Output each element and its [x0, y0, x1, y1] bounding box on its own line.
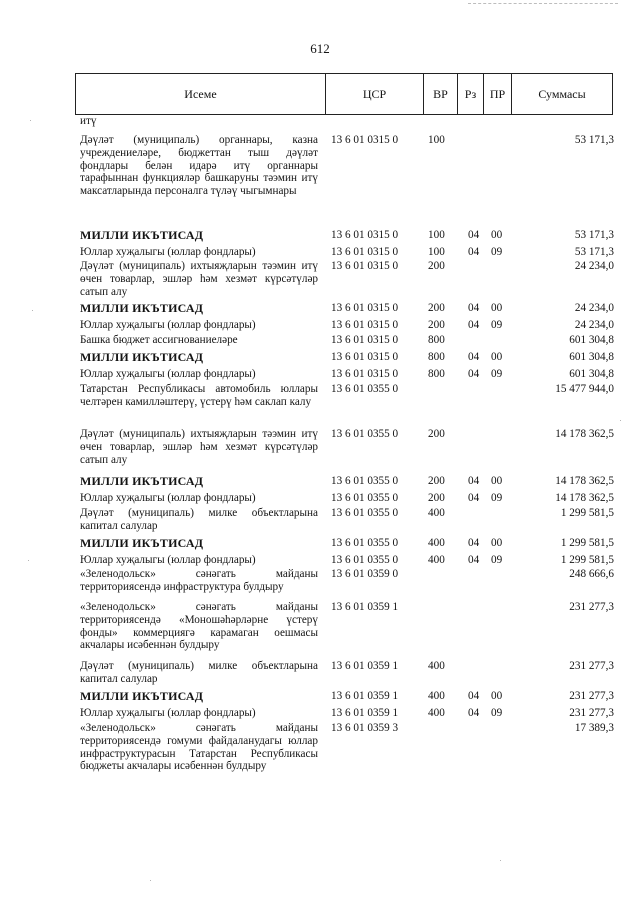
row-sum: 231 277,3	[569, 660, 614, 672]
row-sum: 601 304,8	[569, 368, 614, 380]
table-row	[80, 601, 614, 660]
row-csr: 13 6 01 0315 0	[331, 246, 399, 258]
row-rz: 04	[468, 554, 480, 566]
row-csr: 13 6 01 0355 0	[331, 428, 399, 440]
row-name: Юллар хуҗалыгы (юллар фондлары)	[80, 707, 256, 719]
row-vr: 400	[428, 690, 445, 702]
header-name: Исеме	[76, 74, 326, 114]
header-rz: Рз	[458, 74, 484, 114]
row-csr: 13 6 01 0315 0	[331, 334, 399, 346]
row-vr: 400	[428, 707, 445, 719]
row-sum: 53 171,3	[574, 229, 614, 241]
row-name: Дәүләт (муниципаль) органнары, казна учреждениеләре, бюджеттан тыш дәүләт фондлары белән идарә итү органнары тарафыннан функцияләр башкаруны тәэмин итү максатларында персоналга түләү чыгымнары	[80, 134, 318, 198]
row-name: Дәүләт (муниципаль) милке объектларына капитал салулар	[80, 507, 318, 532]
row-vr: 400	[428, 507, 445, 519]
row-vr: 400	[428, 554, 445, 566]
row-vr: 800	[428, 351, 445, 363]
row-rz: 04	[468, 707, 480, 719]
row-vr: 100	[428, 246, 445, 258]
row-rz: 04	[468, 302, 480, 314]
row-csr: 13 6 01 0355 0	[331, 507, 399, 519]
row-name: Юллар хуҗалыгы (юллар фондлары)	[80, 319, 256, 331]
row-csr: 13 6 01 0315 0	[331, 368, 399, 380]
row-sum: 14 178 362,5	[555, 475, 614, 487]
row-name: Юллар хуҗалыгы (юллар фондлары)	[80, 368, 256, 380]
row-name: МИЛЛИ ИКЪТИСАД	[80, 689, 204, 703]
row-name: Татарстан Республикасы автомобиль юллары челтәрен камилләштерү, үстерү һәм саклап калу	[80, 383, 318, 408]
row-sum: 53 171,3	[574, 246, 614, 258]
scan-top-dash	[468, 3, 618, 4]
row-vr: 100	[428, 134, 445, 146]
row-sum: 14 178 362,5	[555, 492, 614, 504]
header-csr: ЦСР	[326, 74, 424, 114]
row-csr: 13 6 01 0355 0	[331, 383, 399, 395]
row-pr: 00	[491, 302, 503, 314]
row-csr: 13 6 01 0359 1	[331, 707, 399, 719]
row-csr: 13 6 01 0359 0	[331, 568, 399, 580]
row-vr: 200	[428, 428, 445, 440]
row-csr: 13 6 01 0315 0	[331, 319, 399, 331]
row-name: «Зеленодольск» сәнәгать майданы территориясендә инфраструктура булдыру	[80, 568, 318, 593]
row-sum: 601 304,8	[569, 334, 614, 346]
table-row	[80, 368, 614, 383]
continued-text-fragment: итү	[80, 115, 97, 127]
row-rz: 04	[468, 246, 480, 258]
row-vr: 800	[428, 368, 445, 380]
row-vr: 400	[428, 660, 445, 672]
row-sum: 14 178 362,5	[555, 428, 614, 440]
table-row	[80, 554, 614, 568]
row-vr: 200	[428, 319, 445, 331]
row-pr: 09	[491, 319, 503, 331]
row-name: «Зеленодольск» сәнәгать майданы территориясендә гомуми файдаланудагы юллар инфраструктурасын Татарстан Республикасы бюджеты акчалары исәбеннән булдыру	[80, 722, 318, 773]
row-name: Юллар хуҗалыгы (юллар фондлары)	[80, 554, 256, 566]
row-sum: 53 171,3	[574, 134, 614, 146]
row-sum: 1 299 581,5	[560, 554, 614, 566]
row-vr: 200	[428, 492, 445, 504]
row-csr: 13 6 01 0315 0	[331, 229, 399, 241]
table-row	[80, 507, 614, 537]
row-sum: 231 277,3	[569, 690, 614, 702]
row-csr: 13 6 01 0315 0	[331, 134, 399, 146]
row-name: МИЛЛИ ИКЪТИСАД	[80, 301, 204, 315]
row-csr: 13 6 01 0315 0	[331, 302, 399, 314]
row-rz: 04	[468, 368, 480, 380]
row-pr: 00	[491, 229, 503, 241]
table-row	[80, 334, 614, 351]
row-sum: 15 477 944,0	[555, 383, 614, 395]
row-vr: 100	[428, 229, 445, 241]
row-pr: 00	[491, 351, 503, 363]
row-csr: 13 6 01 0359 1	[331, 601, 399, 613]
row-rz: 04	[468, 537, 480, 549]
row-csr: 13 6 01 0359 1	[331, 660, 399, 672]
table-row	[80, 475, 614, 492]
row-rz: 04	[468, 475, 480, 487]
row-sum: 231 277,3	[569, 601, 614, 613]
row-csr: 13 6 01 0315 0	[331, 260, 399, 272]
row-name: Дәүләт (муниципаль) милке объектларына капитал салулар	[80, 660, 318, 685]
row-name: Юллар хуҗалыгы (юллар фондлары)	[80, 492, 256, 504]
row-sum: 17 389,3	[574, 722, 614, 734]
row-sum: 1 299 581,5	[560, 537, 614, 549]
row-sum: 24 234,0	[574, 319, 614, 331]
row-sum: 231 277,3	[569, 707, 614, 719]
row-vr: 200	[428, 475, 445, 487]
table-row	[80, 722, 614, 792]
row-name: Юллар хуҗалыгы (юллар фондлары)	[80, 246, 256, 258]
row-name: Башка бюджет ассигнованиеләре	[80, 334, 238, 346]
row-rz: 04	[468, 351, 480, 363]
row-pr: 09	[491, 492, 503, 504]
header-vr: ВР	[424, 74, 458, 114]
row-csr: 13 6 01 0355 0	[331, 492, 399, 504]
row-sum: 24 234,0	[574, 302, 614, 314]
row-sum: 1 299 581,5	[560, 507, 614, 519]
row-pr: 00	[491, 537, 503, 549]
row-pr: 09	[491, 554, 503, 566]
table-body	[80, 134, 614, 792]
row-sum: 601 304,8	[569, 351, 614, 363]
row-csr: 13 6 01 0359 1	[331, 690, 399, 702]
table-row	[80, 492, 614, 507]
row-csr: 13 6 01 0355 0	[331, 537, 399, 549]
table-row	[80, 302, 614, 319]
row-name: МИЛЛИ ИКЪТИСАД	[80, 350, 204, 364]
row-vr: 200	[428, 302, 445, 314]
row-csr: 13 6 01 0355 0	[331, 554, 399, 566]
row-name: МИЛЛИ ИКЪТИСАД	[80, 536, 204, 550]
row-rz: 04	[468, 492, 480, 504]
row-name: Дәүләт (муниципаль) ихтыяҗларын тәэмин итү өчен товарлар, эшләр һәм хезмәт күрсәтүләр сатып алу	[80, 260, 318, 298]
row-name: Дәүләт (муниципаль) ихтыяҗларын тәэмин итү өчен товарлар, эшләр һәм хезмәт күрсәтүләр сатып алу	[80, 428, 318, 466]
row-vr: 400	[428, 537, 445, 549]
table-row	[80, 383, 614, 428]
row-rz: 04	[468, 690, 480, 702]
table-row	[80, 660, 614, 690]
row-pr: 09	[491, 246, 503, 258]
row-rz: 04	[468, 319, 480, 331]
row-name: МИЛЛИ ИКЪТИСАД	[80, 228, 204, 242]
page-number: 612	[310, 41, 330, 56]
table-row	[80, 260, 614, 302]
table-row	[80, 568, 614, 601]
row-csr: 13 6 01 0355 0	[331, 475, 399, 487]
table-row	[80, 246, 614, 260]
row-pr: 00	[491, 690, 503, 702]
row-csr: 13 6 01 0359 3	[331, 722, 399, 734]
table-header	[75, 73, 613, 115]
row-name: «Зеленодольск» сәнәгать майданы территориясендә «Моношәһәрләрне үстерү фонды» коммерциягә карамаган оешмасы акчалары исәбеннән булдыру	[80, 601, 318, 652]
row-pr: 09	[491, 368, 503, 380]
table-row	[80, 690, 614, 707]
row-vr: 200	[428, 260, 445, 272]
row-pr: 09	[491, 707, 503, 719]
table-row	[80, 537, 614, 554]
table-row	[80, 428, 614, 475]
header-sum: Суммасы	[538, 86, 586, 101]
table-row	[80, 319, 614, 334]
row-csr: 13 6 01 0315 0	[331, 351, 399, 363]
row-rz: 04	[468, 229, 480, 241]
row-name: МИЛЛИ ИКЪТИСАД	[80, 474, 204, 488]
row-pr: 00	[491, 475, 503, 487]
table-row	[80, 134, 614, 229]
row-sum: 24 234,0	[574, 260, 614, 272]
header-pr: ПР	[484, 74, 512, 114]
row-sum: 248 666,6	[569, 568, 614, 580]
table-row	[80, 351, 614, 368]
table-row	[80, 707, 614, 722]
row-vr: 800	[428, 334, 445, 346]
table-row	[80, 229, 614, 246]
